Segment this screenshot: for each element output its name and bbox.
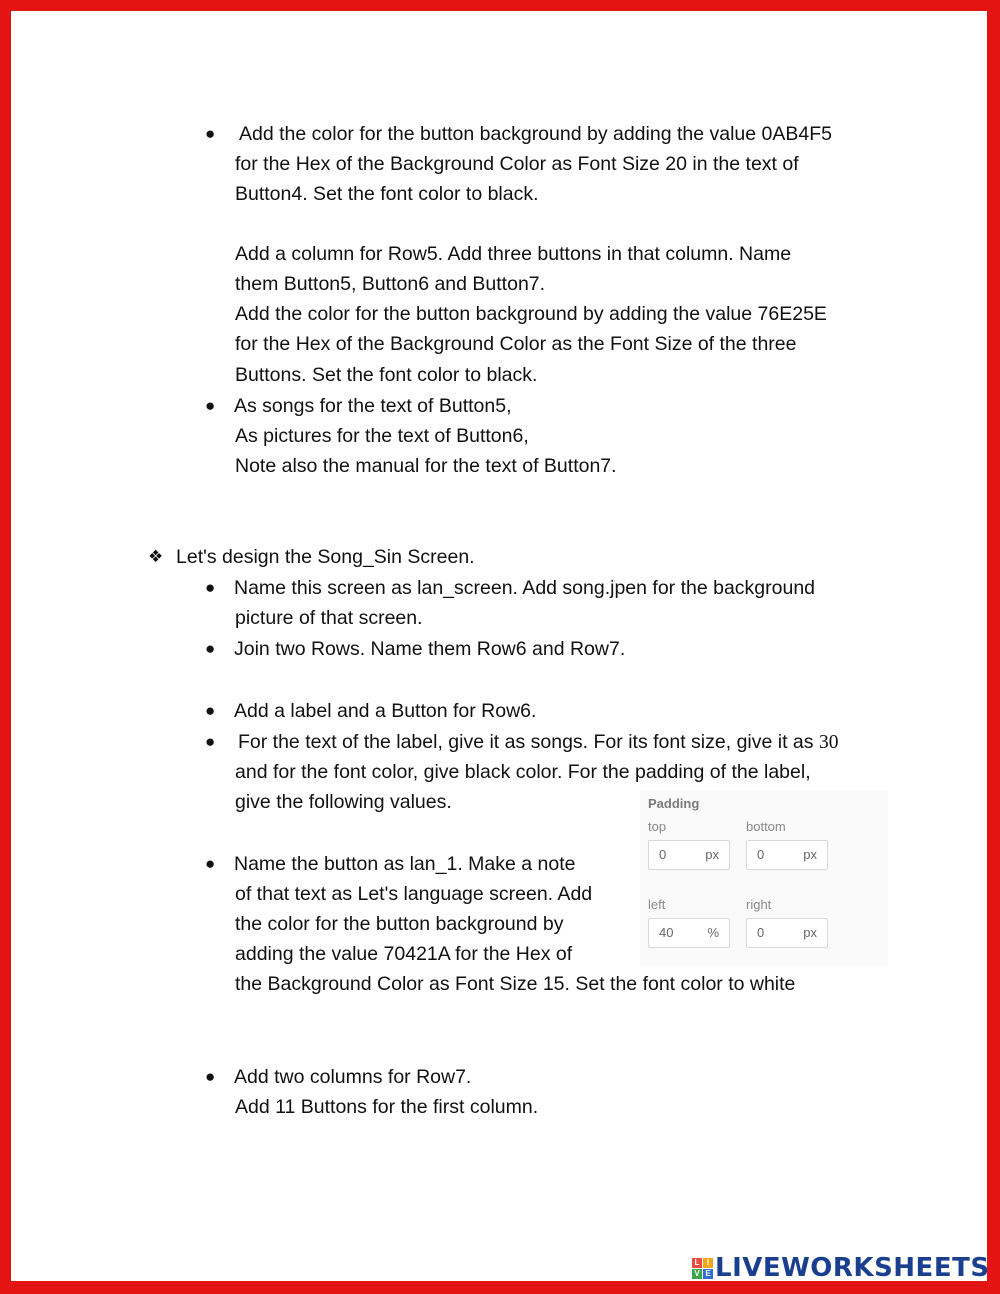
padding-right-unit: px bbox=[803, 925, 817, 940]
logo-text: LIVEWORKSHEETS bbox=[715, 1253, 990, 1283]
padding-bottom-label: bottom bbox=[746, 819, 786, 834]
bullet-icon: ● bbox=[205, 124, 216, 143]
padding-top-label: top bbox=[648, 819, 667, 834]
padding-left-unit: % bbox=[707, 925, 719, 940]
diamond-bullet-icon: ❖ bbox=[148, 547, 164, 566]
text-line: them Button5, Button6 and Button7. bbox=[235, 273, 546, 295]
padding-left-label: left bbox=[648, 897, 666, 912]
text-line: Name this screen as lan_screen. Add song.jpen for the background bbox=[234, 577, 816, 599]
text-line: Add the color for the button background by adding the value 0AB4F5 bbox=[239, 123, 832, 145]
padding-right-label: right bbox=[746, 897, 772, 912]
padding-bottom-unit: px bbox=[803, 847, 817, 862]
bullet-icon: ● bbox=[205, 578, 216, 597]
section-heading: Let's design the Song_Sin Screen. bbox=[176, 546, 475, 568]
logo-letter: I bbox=[703, 1258, 713, 1268]
logo-letter: V bbox=[692, 1269, 702, 1279]
bullet-icon: ● bbox=[205, 732, 216, 751]
logo-letter: E bbox=[703, 1269, 713, 1279]
text-line: Add a column for Row5. Add three buttons in that column. Name bbox=[235, 243, 792, 265]
text-line bbox=[238, 727, 838, 758]
text-line: Buttons. Set the font color to black. bbox=[235, 364, 538, 386]
logo-icon bbox=[692, 1258, 713, 1279]
padding-bottom-input[interactable] bbox=[746, 840, 828, 870]
padding-top-unit: px bbox=[705, 847, 719, 862]
text-line: and for the font color, give black color. For the padding of the label, bbox=[235, 761, 811, 783]
text-line: for the Hex of the Background Color as Font Size 20 in the text of bbox=[235, 153, 799, 175]
text-line: of that text as Let's language screen. Add bbox=[235, 883, 593, 905]
text-line: Button4. Set the font color to black. bbox=[235, 183, 539, 205]
padding-top-input[interactable] bbox=[648, 840, 730, 870]
padding-left-value: 40 bbox=[659, 925, 674, 940]
text-line: give the following values. bbox=[235, 791, 452, 813]
text-line: the Background Color as Font Size 15. Set the font color to white bbox=[235, 973, 796, 995]
text-line: Add a label and a Button for Row6. bbox=[234, 700, 537, 722]
bullet-icon: ● bbox=[205, 396, 216, 415]
text-line: Name the button as lan_1. Make a note bbox=[234, 853, 576, 875]
text-fragment: For the text of the label, give it as songs. For its font size, give it as bbox=[238, 731, 819, 753]
padding-right-input[interactable] bbox=[746, 918, 828, 948]
padding-right-value: 0 bbox=[757, 925, 765, 940]
padding-panel bbox=[640, 790, 888, 966]
liveworksheets-logo bbox=[692, 1253, 990, 1283]
padding-left-input[interactable] bbox=[648, 918, 730, 948]
bullet-icon: ● bbox=[205, 1067, 216, 1086]
text-line: Join two Rows. Name them Row6 and Row7. bbox=[234, 638, 626, 660]
logo-letter: L bbox=[692, 1258, 702, 1268]
text-line: the color for the button background by bbox=[235, 913, 564, 935]
padding-title: Padding bbox=[648, 796, 700, 811]
text-line: Note also the manual for the text of Button7. bbox=[235, 455, 617, 477]
text-line: As songs for the text of Button5, bbox=[234, 395, 512, 417]
text-line: Add 11 Buttons for the first column. bbox=[235, 1096, 539, 1118]
text-line: As pictures for the text of Button6, bbox=[235, 425, 529, 447]
bullet-icon: ● bbox=[205, 854, 216, 873]
bullet-icon: ● bbox=[205, 701, 216, 720]
padding-bottom-value: 0 bbox=[757, 847, 765, 862]
text-line: Add the color for the button background by adding the value 76E25E bbox=[235, 303, 827, 325]
text-line: for the Hex of the Background Color as the Font Size of the three bbox=[235, 333, 797, 355]
text-line: Add two columns for Row7. bbox=[234, 1066, 472, 1088]
text-line: adding the value 70421A for the Hex of bbox=[235, 943, 573, 965]
font-size-value: 30 bbox=[818, 732, 839, 753]
bullet-icon: ● bbox=[205, 639, 216, 658]
text-line: picture of that screen. bbox=[235, 607, 423, 629]
padding-top-value: 0 bbox=[659, 847, 667, 862]
